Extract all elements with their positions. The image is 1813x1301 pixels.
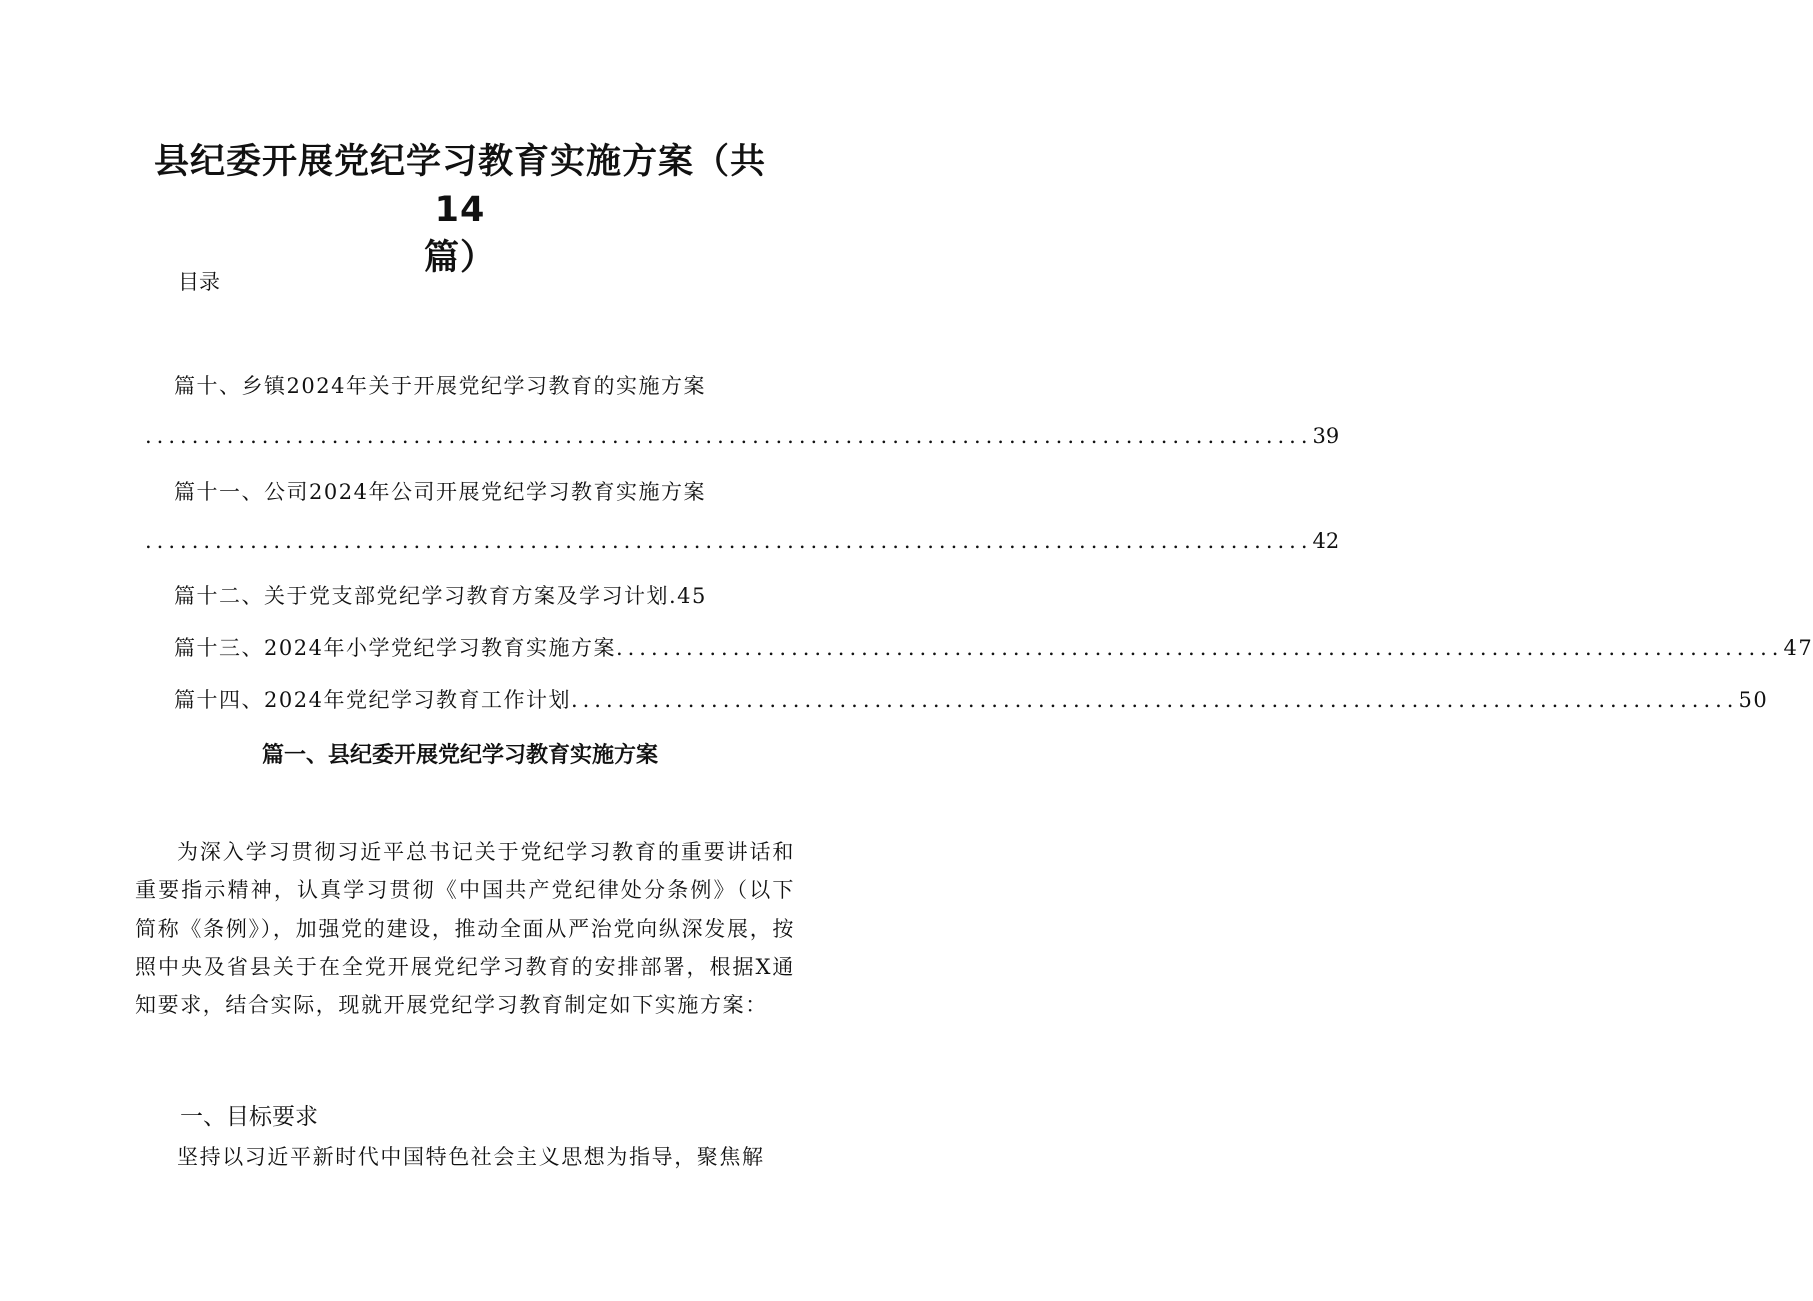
document-title — [130, 138, 790, 282]
paragraph-2: 坚持以习近平新时代中国特色社会主义思想为指导，聚焦解 — [177, 1145, 765, 1169]
toc-dot-leader: .................................................................................................... — [145, 424, 1313, 448]
toc-dot-leader: .................................................................................................... — [145, 529, 1313, 553]
toc-heading: 目录 — [178, 270, 220, 294]
toc-page-number: 39 — [1312, 424, 1340, 448]
toc-dot-leader: .................................................................................................... — [570, 688, 1739, 712]
toc-entry-label: 篇十三、2024年小学党纪学习教育实施方案 — [174, 636, 616, 660]
toc-page-number: 47 — [1783, 636, 1813, 660]
toc-dot-leader: .................................................................................................... — [615, 636, 1784, 660]
toc-leader-line — [145, 529, 1340, 553]
intro-paragraph: 为深入学习贯彻习近平总书记关于党纪学习教育的重要讲话和重要指示精神，认真学习贯彻《中国共产党纪律处分条例》（以下简称《条例》），加强党的建设，推动全面从严治党向纵深发展，按照中央及省县关于在全党开展党纪学习教育的安排部署，根据X通知要求，结合实际，现就开展党纪学习教育制定如下实施方案： — [135, 840, 795, 1018]
title-line-1: 县纪委开展党纪学习教育实施方案（共14 — [153, 142, 766, 230]
toc-page-number: .45 — [669, 584, 707, 608]
toc-page-number: 50 — [1738, 688, 1769, 712]
toc-page-number: 42 — [1312, 529, 1340, 553]
toc-leader-line — [145, 424, 1340, 448]
section-title: 篇一、县纪委开展党纪学习教育实施方案 — [261, 743, 658, 768]
toc-entry-10: 篇十、乡镇2024年关于开展党纪学习教育的实施方案 — [174, 374, 706, 398]
title-line-2: 篇） — [423, 238, 496, 278]
heading-goals: 一、目标要求 — [180, 1104, 318, 1130]
toc-entry-label: 篇十二、关于党支部党纪学习教育方案及学习计划 — [174, 584, 669, 608]
toc-entry-label: 篇十四、2024年党纪学习教育工作计划 — [174, 688, 571, 712]
toc-entry-11: 篇十一、公司2024年公司开展党纪学习教育实施方案 — [174, 480, 706, 504]
toc-entry-14 — [174, 684, 1769, 714]
toc-entry-13 — [174, 632, 1813, 662]
toc-entry-12 — [174, 580, 707, 610]
